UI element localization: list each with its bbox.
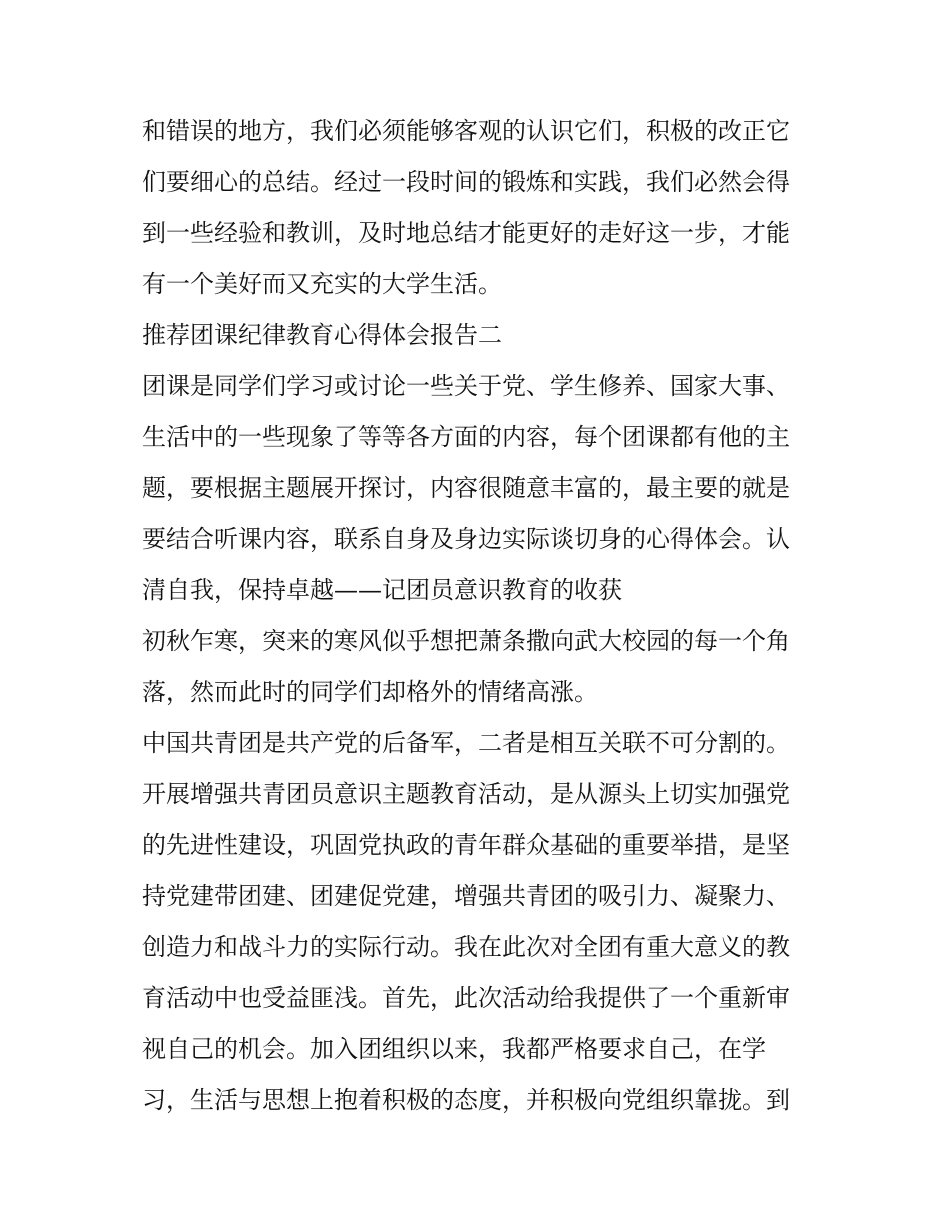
text-line: 有一个美好而又充实的大学生活。 (142, 270, 502, 298)
text-line: 团课是同学们学习或讨论一些关于党、学生修养、国家大事、 (142, 372, 790, 400)
text-line: 习，生活与思想上抱着积极的态度，并积极向党组织靠拢。到 (142, 1086, 790, 1114)
text-line: 持党建带团建、团建促党建，增强共青团的吸引力、凝聚力、 (142, 882, 790, 910)
section-heading: 推荐团课纪律教育心得体会报告二 (142, 321, 502, 349)
text-line: 初秋乍寒，突来的寒风似乎想把萧条撒向武大校园的每一个角 (142, 627, 790, 655)
text-line: 中国共青团是共产党的后备军，二者是相互关联不可分割的。 (142, 729, 790, 757)
text-line: 落，然而此时的同学们却格外的情绪高涨。 (142, 678, 598, 706)
text-line: 和错误的地方，我们必须能够客观的认识它们，积极的改正它 (142, 117, 790, 145)
text-line: 育活动中也受益匪浅。首先，此次活动给我提供了一个重新审 (142, 984, 790, 1012)
text-line: 生活中的一些现象了等等各方面的内容，每个团课都有他的主 (142, 423, 790, 451)
text-line: 的先进性建设，巩固党执政的青年群众基础的重要举措，是坚 (142, 831, 790, 859)
text-line: 到一些经验和教训，及时地总结才能更好的走好这一步，才能 (142, 219, 790, 247)
text-line: 清自我，保持卓越——记团员意识教育的收获 (142, 576, 622, 604)
text-line: 要结合听课内容，联系自身及身边实际谈切身的心得体会。认 (142, 525, 790, 553)
text-line: 视自己的机会。加入团组织以来，我都严格要求自己，在学 (142, 1035, 766, 1063)
text-line: 创造力和战斗力的实际行动。我在此次对全团有重大意义的教 (142, 933, 790, 961)
text-line: 开展增强共青团员意识主题教育活动，是从源头上切实加强党 (142, 780, 790, 808)
text-line: 们要细心的总结。经过一段时间的锻炼和实践，我们必然会得 (142, 168, 790, 196)
document-body (142, 106, 822, 1126)
text-line: 题，要根据主题展开探讨，内容很随意丰富的，最主要的就是 (142, 474, 790, 502)
